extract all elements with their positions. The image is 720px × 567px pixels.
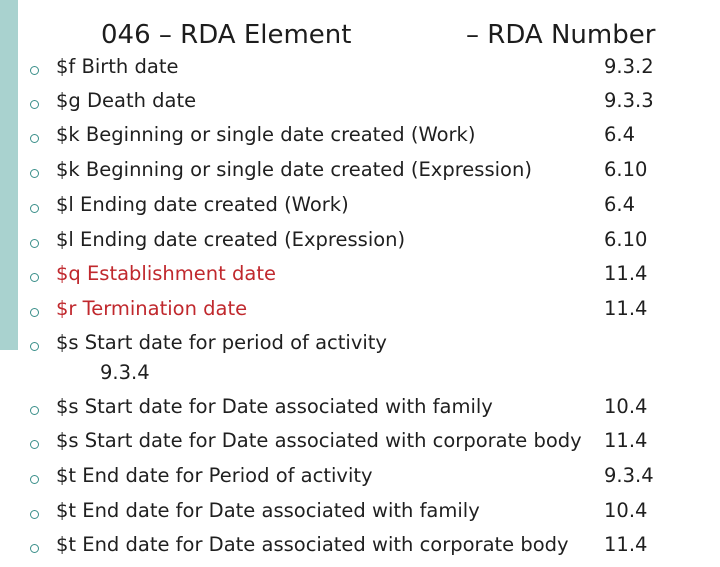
element-label: $k Beginning or single date created (Work) <box>56 123 476 146</box>
title-rda-number: – RDA Number <box>466 20 656 50</box>
element-label: $q Establishment date <box>56 262 276 285</box>
list-item <box>0 228 720 262</box>
element-label: $t End date for Period of activity <box>56 464 373 487</box>
wrapped-number: 9.3.4 <box>100 361 150 384</box>
element-label: $s Start date for period of activity <box>56 331 387 354</box>
rda-number: 10.4 <box>604 499 648 522</box>
bullet-icon <box>30 169 39 178</box>
element-label: $k Beginning or single date created (Expression) <box>56 158 532 181</box>
list-item <box>0 158 720 192</box>
list-item <box>0 193 720 227</box>
bullet-icon <box>30 308 39 317</box>
element-label: $l Ending date created (Expression) <box>56 228 406 251</box>
bullet-icon <box>30 100 39 109</box>
rda-number: 6.4 <box>604 123 636 146</box>
bullet-icon <box>30 544 39 553</box>
bullet-icon <box>30 475 39 484</box>
list-item <box>0 262 720 296</box>
rda-number: 11.4 <box>604 429 648 452</box>
element-label: $g Death date <box>56 89 197 112</box>
bullet-icon <box>30 66 39 75</box>
bullet-icon <box>30 406 39 415</box>
rda-number: 10.4 <box>604 395 648 418</box>
bullet-icon <box>30 440 39 449</box>
list-item <box>0 89 720 123</box>
element-label: $s Start date for Date associated with corporate body <box>56 429 582 452</box>
element-label: $f Birth date <box>56 55 179 78</box>
element-label: $l Ending date created (Work) <box>56 193 349 216</box>
bullet-icon <box>30 239 39 248</box>
title-rda-element: 046 – RDA Element <box>101 20 352 50</box>
element-label: $t End date for Date associated with corporate body <box>56 533 569 556</box>
bullet-icon <box>30 342 39 351</box>
bullet-icon <box>30 204 39 213</box>
rda-number: 11.4 <box>604 533 648 556</box>
list-item <box>0 464 720 498</box>
element-label: $s Start date for Date associated with family <box>56 395 493 418</box>
element-label: $r Termination date <box>56 297 248 320</box>
rda-number: 9.3.2 <box>604 55 654 78</box>
list-item <box>0 499 720 533</box>
rda-number: 11.4 <box>604 262 648 285</box>
element-label: $t End date for Date associated with family <box>56 499 480 522</box>
rda-number: 9.3.3 <box>604 89 654 112</box>
bullet-icon <box>30 273 39 282</box>
rda-number: 6.4 <box>604 193 636 216</box>
rda-number: 9.3.4 <box>604 464 654 487</box>
list-item <box>0 429 720 463</box>
rda-number: 6.10 <box>604 228 648 251</box>
list-item <box>0 55 720 89</box>
bullet-icon <box>30 134 39 143</box>
list-item <box>0 331 720 365</box>
rda-number: 11.4 <box>604 297 648 320</box>
rda-number: 6.10 <box>604 158 648 181</box>
list-item <box>0 297 720 331</box>
list-item <box>0 533 720 567</box>
list-item <box>0 123 720 157</box>
list-item <box>0 395 720 429</box>
bullet-icon <box>30 510 39 519</box>
